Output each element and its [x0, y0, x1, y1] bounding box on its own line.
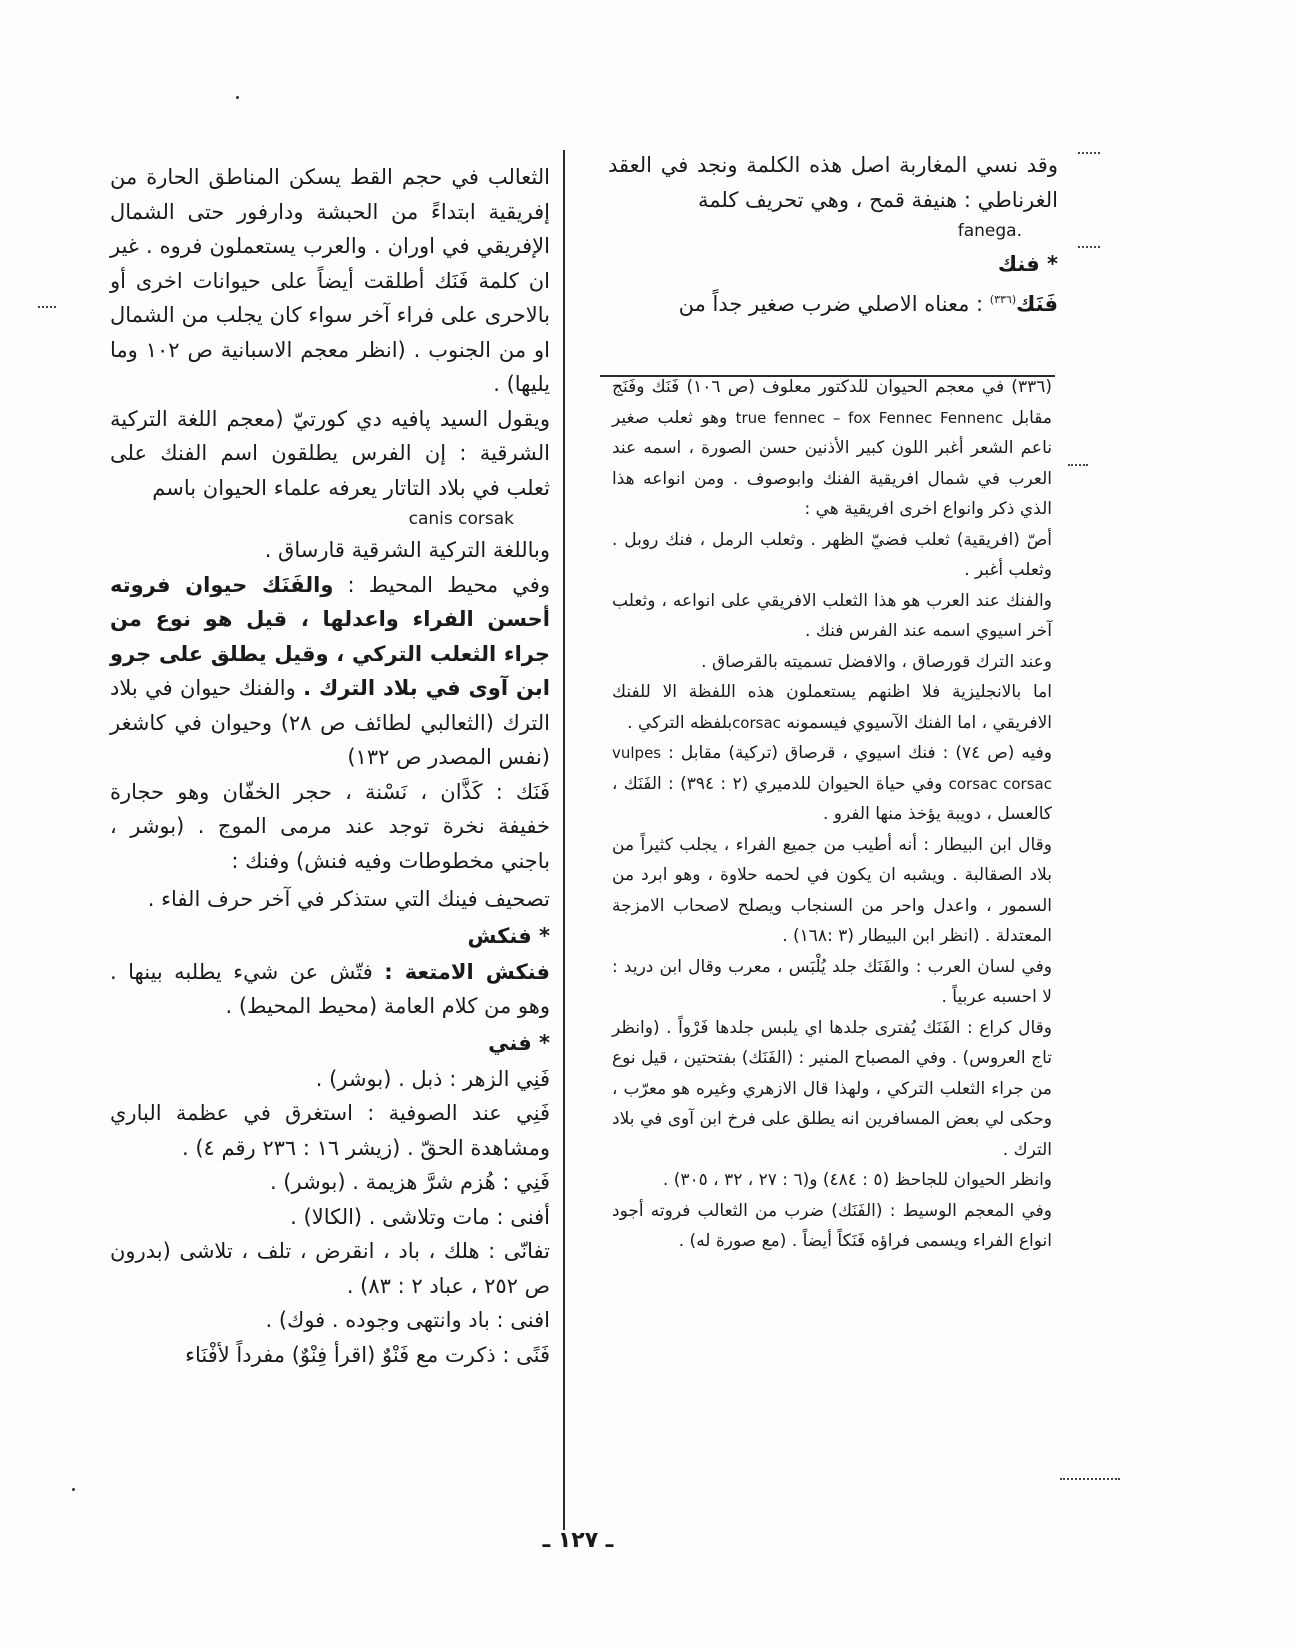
footnote-6: وفيه (ص ٧٤) : فنك اسيوي ، قرصاق (تركية) مقابل : vulpes corsac corsac وفي حياة الحيوان للدميري (٢ : ٣٩٤) : الفَنَك ، كالعسل ، دويبة يؤخذ منها الفرو .	[612, 743, 1052, 824]
margin-dash	[1078, 246, 1100, 249]
column-divider	[563, 150, 565, 1530]
page-number: ـ ١٢٧ ـ	[542, 1528, 614, 1553]
paragraph-14: فَنًى : ذكرت مع فَنْوٌ (اقرأ فِنْوٌ) مفرداً لأفْنَاء	[185, 1342, 550, 1367]
scan-speck	[236, 96, 239, 99]
paragraph-2: ويقول السيد پافيه دي كورتيّ (معجم اللغة التركية الشرقية : إن الفرس يطلقون اسم الفنك على ثعلب في بلاد التاتار يعرفه علماء الحيوان باسم	[110, 406, 550, 500]
paragraph-13: افنى : باد وانتهى وجوده . فوك) .	[265, 1308, 550, 1332]
footnote-1: (٣٣٦) في معجم الحيوان للدكتور معلوف (ص ١٠٦) فَنَك وفَنَج مقابل true fennec – fox Fennec Fennenc وهو ثعلب صغير ناعم الشعر أغبر اللون كبير الأذنين حسن الصورة ، اسمه عند العرب في شمال افريقية الفنك وابوصوف . ومن انواعه هذا الذي ذكر وانواع اخرى افريقية هي :	[612, 377, 1052, 519]
margin-dash	[38, 306, 56, 309]
paragraph-4-bold: والفَنَك حيوان فروته أحسن الفراء واعدلها ، قيل هو نوع من جراء الثعلب التركي ، وقيل يطلق على جرو ابن آوى في بلاد الترك .	[110, 572, 550, 700]
entry-text: : معناه الاصلي ضرب صغير جداً من	[678, 292, 990, 316]
footnote-5: اما بالانجليزية فلا اظنهم يستعملون هذه اللفظة الا للفنك الافريقي ، اما الفنك الآسيوي فيسمونه corsacبلفظه التركي .	[612, 682, 1052, 733]
left-column	[110, 160, 550, 1372]
footnote-10: وانظر الحيوان للجاحظ (٥ : ٤٨٤) و(٦ : ٢٧ ، ٣٢ ، ٣٠٥) .	[662, 1170, 1052, 1190]
entry-word: فَنَك	[1016, 292, 1058, 316]
margin-dash	[1078, 152, 1100, 155]
heading-fani: * فني	[488, 1030, 550, 1055]
paragraph-4: وفي محيط المحيط : والفَنَك حيوان فروته أحسن الفراء واعدلها ، قيل هو نوع من جراء الثعلب التركي ، وقيل يطلق على جرو ابن آوى في بلاد الترك . والفنك حيوان في بلاد الترك (الثعالبي لطائف ص ٢٨) وحيوان في كاشغر (نفس المصدر ص ١٣٢)	[110, 572, 550, 769]
footnote-7: وقال ابن البيطار : أنه أطيب من جميع الفراء ، يجلب كثيراً من بلاد الصقالبة . ويشبه ان يكون في لحمه حلاوة ، وهو ابرد من السمور ، واعدل واحر من السنجاب ويصلح لاصحاب الامزجة المعتدلة . (انظر ابن البيطار (٣ :١٦٨) .	[612, 834, 1052, 946]
paragraph-1: الثعالب في حجم القط يسكن المناطق الحارة من إفريقية ابتداءً من الحبشة ودارفور حتى الشمال الإفريقي في اوران . والعرب يستعملون فروه . غير ان كلمة فَنَك أطلقت أيضاً على حيوانات اخرى أو بالاحرى على فراء آخر سواء كان يجلب من الشمال او من الجنوب . (انظر معجم الاسبانية ص ١٠٢ وما يليها) .	[110, 165, 550, 396]
paragraph-2-latin: canis corsak	[408, 509, 514, 529]
margin-dash	[1060, 1478, 1120, 1481]
paragraph-3: وباللغة التركية الشرقية قارساق .	[264, 538, 550, 562]
footnote-6-latin: vulpes corsac corsac	[612, 744, 1052, 793]
paragraph-10: فَنِي : هُزم شرَّ هزيمة . (بوشر) .	[269, 1170, 550, 1194]
footnote-1-latin: true fennec – fox Fennec Fennenc	[735, 408, 1004, 427]
footnote-5-latin: corsac	[732, 713, 781, 732]
paragraph-8: فَنِي الزهر : ذبل . (بوشر) .	[315, 1066, 550, 1091]
footnote-8: وفي لسان العرب : والفَنَك جلد يُلْبَس ، معرب وقال ابن دريد : لا احسبه عربياً .	[612, 956, 1052, 1007]
paragraph-5: فَنَك : كَذَّان ، نَسْنة ، حجر الخفّان وهو حجارة خفيفة نخرة توجد عند مرمى الموج . (بوشر ، باجني مخطوطات وفيه فنش) وفنك :	[110, 779, 550, 873]
footnote-3: والفنك عند العرب هو هذا الثعلب الافريقي على انواعه ، وثعلب آخر اسيوي اسمه عند الفرس فنك .	[612, 590, 1052, 641]
footnotes	[612, 372, 1052, 1257]
intro-latin: fanega.	[957, 221, 1022, 241]
margin-dash	[1068, 464, 1088, 467]
paragraph-12: تفانّى : هلك ، باد ، انقرض ، تلف ، تلاشى (بدرون ص ٢٥٢ ، عباد ٢ : ٨٣) .	[110, 1239, 550, 1298]
footnote-4: وعند الترك قورصاق ، والافضل تسميته بالقرصاق .	[701, 651, 1052, 672]
footnote-9: وقال كراع : الفَنَك يُفترى جلدها اي يلبس جلدها فَرْواً . (وانظر تاج العروس) . وفي المصباح المنير : (الفَنَك) بفتحتين ، قيل نوع من جراء الثعلب التركي ، ولهذا قال الازهري وغيره هو معرّب ، وحكى لي بعض المسافرين انه يطلق على فرخ ابن آوى في بلاد الترك .	[612, 1017, 1052, 1160]
heading-fankash: * فنكش	[467, 923, 550, 948]
paragraph-6: تصحيف فينك التي ستذكر في آخر حرف الفاء .	[147, 887, 550, 911]
paragraph-11: أفنى : مات وتلاشى . (الكالا) .	[290, 1204, 550, 1229]
footnote-ref: (٣٣٦)	[989, 293, 1017, 306]
right-column	[608, 148, 1058, 322]
heading-fanak: * فنك	[997, 252, 1058, 276]
footnote-2: أصّ (افريقية) ثعلب فضيّ الظهر . وثعلب الرمل ، فنك روبل . وثعلب أغبر .	[612, 529, 1052, 580]
paragraph-7: فنكش الامتعة : فتّش عن شيء يطلبه بينها . وهو من كلام العامة (محيط المحيط) .	[110, 959, 550, 1018]
paragraph-9: فَنِي عند الصوفية : استغرق في عظمة الباري ومشاهدة الحقّ . (زيشر ١٦ : ٢٣٦ رقم ٤) .	[110, 1101, 550, 1160]
footnote-11: وفي المعجم الوسيط : (الفَنَك) ضرب من الثعالب فروته أجود انواع الفراء ويسمى فراؤه فَنَكاً أيضاً . (مع صورة له) .	[612, 1200, 1052, 1251]
scan-speck	[72, 1488, 75, 1491]
entry-fanak	[608, 283, 1058, 322]
intro-text: وقد نسي المغاربة اصل هذه الكلمة ونجد في العقد الغرناطي : هنيفة قمح ، وهي تحريف كلمة	[608, 153, 1058, 212]
intro-paragraph	[608, 148, 1058, 217]
